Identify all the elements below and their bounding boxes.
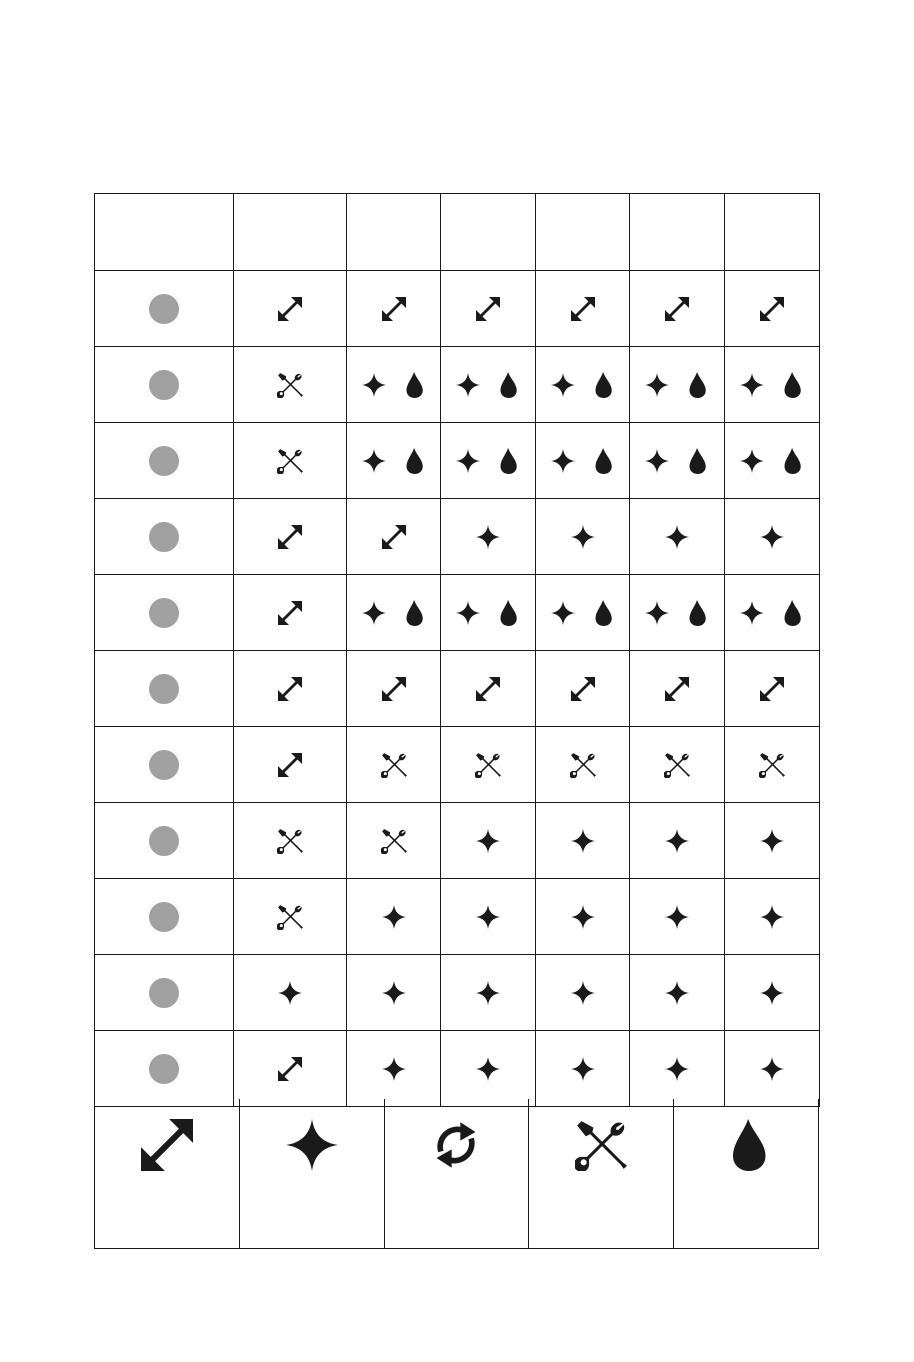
table-cell: [630, 727, 725, 803]
table-cell: [441, 347, 536, 423]
row-marker-dot: [149, 598, 179, 628]
drop-icon: [494, 600, 520, 626]
table-cell: [630, 879, 725, 955]
table-cell: [725, 347, 820, 423]
drop-icon: [589, 600, 615, 626]
table-cell: [347, 347, 441, 423]
table-cell: [234, 879, 347, 955]
table-cell: [725, 1031, 820, 1107]
table-cell: [630, 1031, 725, 1107]
arrows-icon: [382, 677, 406, 701]
star-icon: [645, 601, 669, 625]
table-cell: [347, 271, 441, 347]
table-cell: [441, 499, 536, 575]
star-icon: [760, 905, 784, 929]
star-icon: [456, 601, 480, 625]
drop-icon: [589, 372, 615, 398]
arrows-icon: [278, 525, 302, 549]
table-cell: [630, 347, 725, 423]
star-icon: [760, 829, 784, 853]
star-icon: [665, 525, 689, 549]
table-cell: [630, 575, 725, 651]
header-cell: [725, 194, 820, 271]
table-cell: [441, 651, 536, 727]
drop-icon: [494, 448, 520, 474]
table-cell: [347, 1031, 441, 1107]
arrows-icon: [278, 677, 302, 701]
row-marker-dot: [149, 370, 179, 400]
table-cell: [347, 499, 441, 575]
table-cell: [536, 955, 630, 1031]
table-row: [95, 575, 820, 651]
star-icon: [665, 905, 689, 929]
arrows-icon: [665, 677, 689, 701]
table-cell: [725, 271, 820, 347]
table-cell: [234, 271, 347, 347]
row-marker-dot: [149, 674, 179, 704]
tools-icon: [664, 752, 690, 778]
table-row: [95, 499, 820, 575]
table-cell: [536, 803, 630, 879]
table-cell: [347, 575, 441, 651]
drop-icon: [778, 372, 804, 398]
legend-item: [674, 1099, 818, 1248]
table-cell: [441, 423, 536, 499]
tools-icon: [759, 752, 785, 778]
table-cell: [347, 423, 441, 499]
legend-item: [240, 1099, 385, 1248]
table-cell: [725, 727, 820, 803]
table-cell: [630, 271, 725, 347]
tools-icon: [381, 752, 407, 778]
star-icon: [760, 525, 784, 549]
table-cell: [536, 651, 630, 727]
table-row: [95, 1031, 820, 1107]
table-row: [95, 727, 820, 803]
arrows-icon: [278, 601, 302, 625]
arrows-icon: [382, 525, 406, 549]
header-cell: [536, 194, 630, 271]
tools-icon: [575, 1119, 627, 1171]
drop-icon: [720, 1119, 772, 1171]
star-icon: [665, 829, 689, 853]
arrows-icon: [476, 677, 500, 701]
header-cell: [234, 194, 347, 271]
table-cell: [234, 1031, 347, 1107]
legend-item: [385, 1099, 530, 1248]
star-icon: [760, 1057, 784, 1081]
tools-icon: [381, 828, 407, 854]
table-cell: [234, 727, 347, 803]
table-cell: [725, 499, 820, 575]
row-marker-cell: [95, 651, 234, 727]
star-icon: [382, 981, 406, 1005]
table-cell: [536, 727, 630, 803]
arrows-icon: [571, 677, 595, 701]
arrows-icon: [382, 297, 406, 321]
icon-legend: [94, 1099, 819, 1249]
tools-icon: [277, 904, 303, 930]
table-cell: [630, 955, 725, 1031]
star-icon: [740, 373, 764, 397]
drop-icon: [400, 600, 426, 626]
star-icon: [665, 981, 689, 1005]
table-cell: [630, 803, 725, 879]
table-cell: [234, 955, 347, 1031]
table-cell: [441, 955, 536, 1031]
row-marker-cell: [95, 347, 234, 423]
table-cell: [725, 879, 820, 955]
row-marker-dot: [149, 294, 179, 324]
drop-icon: [683, 448, 709, 474]
star-icon: [571, 1057, 595, 1081]
table-cell: [234, 651, 347, 727]
tools-icon: [570, 752, 596, 778]
table-cell: [347, 651, 441, 727]
tools-icon: [277, 828, 303, 854]
table-cell: [441, 575, 536, 651]
row-marker-cell: [95, 727, 234, 803]
row-marker-dot: [149, 978, 179, 1008]
table-cell: [347, 727, 441, 803]
star-icon: [476, 981, 500, 1005]
star-icon: [740, 449, 764, 473]
table-cell: [234, 347, 347, 423]
header-cell: [441, 194, 536, 271]
table-cell: [441, 879, 536, 955]
star-icon: [551, 373, 575, 397]
table-row: [95, 955, 820, 1031]
star-icon: [645, 373, 669, 397]
arrows-icon: [760, 297, 784, 321]
table-row: [95, 347, 820, 423]
legend-item: [529, 1099, 674, 1248]
table-cell: [536, 347, 630, 423]
arrows-icon: [278, 297, 302, 321]
star-icon: [362, 601, 386, 625]
star-icon: [286, 1119, 338, 1171]
star-icon: [476, 829, 500, 853]
drop-icon: [778, 448, 804, 474]
star-icon: [571, 905, 595, 929]
row-marker-dot: [149, 826, 179, 856]
table-body: [95, 271, 820, 1107]
table-cell: [630, 651, 725, 727]
legend-item: [95, 1099, 240, 1248]
arrows-icon: [476, 297, 500, 321]
arrows-icon: [278, 1057, 302, 1081]
arrows-icon: [571, 297, 595, 321]
arrows-icon: [665, 297, 689, 321]
table-cell: [234, 499, 347, 575]
star-icon: [551, 449, 575, 473]
table-cell: [441, 271, 536, 347]
star-icon: [278, 981, 302, 1005]
star-icon: [760, 981, 784, 1005]
tools-icon: [277, 372, 303, 398]
row-marker-dot: [149, 1054, 179, 1084]
drop-icon: [683, 600, 709, 626]
table-cell: [536, 1031, 630, 1107]
row-marker-cell: [95, 803, 234, 879]
table-cell: [536, 575, 630, 651]
row-marker-cell: [95, 271, 234, 347]
table-cell: [347, 879, 441, 955]
row-marker-dot: [149, 902, 179, 932]
table-cell: [536, 879, 630, 955]
arrows-icon: [760, 677, 784, 701]
row-marker-cell: [95, 423, 234, 499]
row-marker-cell: [95, 879, 234, 955]
header-cell: [630, 194, 725, 271]
table-cell: [441, 727, 536, 803]
row-marker-dot: [149, 750, 179, 780]
drop-icon: [683, 372, 709, 398]
row-marker-cell: [95, 575, 234, 651]
star-icon: [665, 1057, 689, 1081]
star-icon: [645, 449, 669, 473]
row-marker-dot: [149, 446, 179, 476]
arrows-icon: [141, 1119, 193, 1171]
table-cell: [441, 803, 536, 879]
table-cell: [536, 271, 630, 347]
star-icon: [382, 905, 406, 929]
table-row: [95, 879, 820, 955]
drop-icon: [778, 600, 804, 626]
table-cell: [725, 955, 820, 1031]
drop-icon: [400, 448, 426, 474]
row-marker-cell: [95, 1031, 234, 1107]
table-cell: [725, 575, 820, 651]
header-cell: [347, 194, 441, 271]
star-icon: [362, 373, 386, 397]
table-cell: [536, 423, 630, 499]
drop-icon: [589, 448, 615, 474]
header-row: [95, 194, 820, 271]
star-icon: [476, 1057, 500, 1081]
star-icon: [740, 601, 764, 625]
drop-icon: [494, 372, 520, 398]
table-cell: [536, 499, 630, 575]
star-icon: [571, 981, 595, 1005]
star-icon: [382, 1057, 406, 1081]
table-cell: [725, 423, 820, 499]
drop-icon: [400, 372, 426, 398]
star-icon: [476, 905, 500, 929]
row-marker-cell: [95, 499, 234, 575]
table-cell: [347, 955, 441, 1031]
star-icon: [362, 449, 386, 473]
table-cell: [234, 575, 347, 651]
table-cell: [630, 423, 725, 499]
table-cell: [725, 651, 820, 727]
star-icon: [571, 525, 595, 549]
table-row: [95, 651, 820, 727]
table-cell: [234, 423, 347, 499]
maintenance-table: [94, 193, 820, 1107]
arrows-icon: [278, 753, 302, 777]
table-cell: [347, 803, 441, 879]
row-marker-dot: [149, 522, 179, 552]
star-icon: [571, 829, 595, 853]
header-cell: [95, 194, 234, 271]
star-icon: [456, 373, 480, 397]
tools-icon: [277, 448, 303, 474]
cycle-icon: [430, 1119, 482, 1171]
tools-icon: [475, 752, 501, 778]
star-icon: [476, 525, 500, 549]
table-cell: [725, 803, 820, 879]
table-cell: [630, 499, 725, 575]
star-icon: [551, 601, 575, 625]
table-cell: [441, 1031, 536, 1107]
row-marker-cell: [95, 955, 234, 1031]
table-row: [95, 423, 820, 499]
star-icon: [456, 449, 480, 473]
table-cell: [234, 803, 347, 879]
table-row: [95, 803, 820, 879]
table-row: [95, 271, 820, 347]
